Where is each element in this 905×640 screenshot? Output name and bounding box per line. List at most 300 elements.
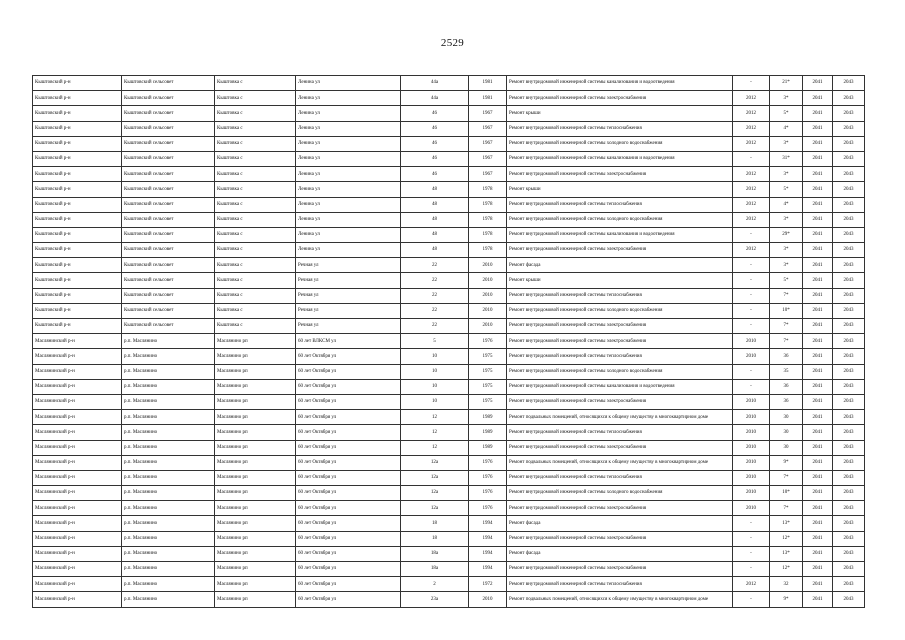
cell-last-repair-year: 2012: [733, 121, 770, 136]
table-row: [33, 197, 865, 212]
cell-street: Ленина ул: [296, 151, 401, 166]
cell-last-repair-year: 2010: [733, 455, 770, 470]
cell-street: Ленина ул: [296, 121, 401, 136]
cell-plan-start-year: 2041: [803, 212, 833, 227]
cell-plan-end-year: 2043: [833, 349, 865, 364]
cell-plan-start-year: 2041: [803, 288, 833, 303]
cell-last-repair-year: -: [733, 258, 770, 273]
cell-plan-start-year: 2041: [803, 227, 833, 242]
cell-municipality: Кыштовский сельсовет: [122, 151, 215, 166]
table-row: [33, 91, 865, 106]
cell-street: 60 лет Октября ул: [296, 349, 401, 364]
cell-district: Маслянинский р-н: [33, 334, 122, 349]
cell-wear-percent: 7*: [770, 334, 803, 349]
cell-municipality: р.п. Маслянино: [122, 531, 215, 546]
cell-wear-percent: 4*: [770, 121, 803, 136]
cell-house-number: 46: [401, 167, 469, 182]
cell-house-number: 12: [401, 410, 469, 425]
cell-plan-start-year: 2041: [803, 364, 833, 379]
cell-build-year: 1967: [469, 106, 507, 121]
cell-municipality: Кыштовский сельсовет: [122, 121, 215, 136]
table-row: [33, 577, 865, 592]
cell-municipality: р.п. Маслянино: [122, 501, 215, 516]
cell-wear-percent: 13*: [770, 546, 803, 561]
cell-house-number: 48: [401, 182, 469, 197]
table-row: [33, 182, 865, 197]
table-row: [33, 167, 865, 182]
table-row: [33, 273, 865, 288]
cell-wear-percent: 5*: [770, 106, 803, 121]
cell-district: Маслянинский р-н: [33, 516, 122, 531]
cell-plan-end-year: 2043: [833, 394, 865, 409]
cell-work-type: Ремонт фасада: [507, 546, 733, 561]
cell-build-year: 1978: [469, 212, 507, 227]
table-row: [33, 121, 865, 136]
cell-district: Кыштовский р-н: [33, 121, 122, 136]
cell-plan-start-year: 2041: [803, 243, 833, 258]
cell-plan-end-year: 2043: [833, 121, 865, 136]
cell-municipality: р.п. Маслянино: [122, 486, 215, 501]
cell-district: Маслянинский р-н: [33, 562, 122, 577]
table-row: [33, 76, 865, 91]
cell-work-type: Ремонт внутридомовой инженерной системы канализования и водоотведения: [507, 151, 733, 166]
cell-last-repair-year: -: [733, 379, 770, 394]
cell-settlement: Маслянино рп: [215, 577, 296, 592]
cell-work-type: Ремонт внутридомовой инженерной системы теплоснабжения: [507, 470, 733, 485]
table-row: [33, 303, 865, 318]
cell-work-type: Ремонт внутридомовой инженерной системы электроснабжения: [507, 167, 733, 182]
cell-municipality: р.п. Маслянино: [122, 425, 215, 440]
cell-settlement: Маслянино рп: [215, 349, 296, 364]
cell-house-number: 46: [401, 151, 469, 166]
cell-last-repair-year: -: [733, 288, 770, 303]
cell-municipality: р.п. Маслянино: [122, 592, 215, 607]
cell-municipality: р.п. Маслянино: [122, 364, 215, 379]
cell-wear-percent: 21*: [770, 76, 803, 91]
cell-municipality: Кыштовский сельсовет: [122, 243, 215, 258]
cell-work-type: Ремонт подвальных помещений, относящихся к общему имуществу в многоквартирном доме: [507, 410, 733, 425]
cell-plan-start-year: 2041: [803, 349, 833, 364]
cell-plan-start-year: 2041: [803, 334, 833, 349]
cell-district: Маслянинский р-н: [33, 531, 122, 546]
cell-settlement: Маслянино рп: [215, 455, 296, 470]
cell-last-repair-year: 2012: [733, 167, 770, 182]
table-row: [33, 136, 865, 151]
table-row: [33, 562, 865, 577]
cell-house-number: 18: [401, 531, 469, 546]
cell-work-type: Ремонт крыши: [507, 106, 733, 121]
cell-street: 60 лет Октября ул: [296, 531, 401, 546]
cell-street: Речная ул: [296, 319, 401, 334]
cell-settlement: Маслянино рп: [215, 486, 296, 501]
cell-build-year: 1978: [469, 243, 507, 258]
cell-last-repair-year: -: [733, 516, 770, 531]
cell-plan-start-year: 2041: [803, 425, 833, 440]
cell-wear-percent: 3*: [770, 167, 803, 182]
table-row: [33, 455, 865, 470]
cell-plan-end-year: 2043: [833, 562, 865, 577]
cell-plan-end-year: 2043: [833, 592, 865, 607]
cell-work-type: Ремонт фасада: [507, 516, 733, 531]
cell-plan-end-year: 2043: [833, 364, 865, 379]
cell-street: Ленина ул: [296, 212, 401, 227]
cell-house-number: 23а: [401, 592, 469, 607]
cell-settlement: Кыштовка с: [215, 319, 296, 334]
cell-build-year: 1967: [469, 136, 507, 151]
cell-settlement: Маслянино рп: [215, 425, 296, 440]
cell-last-repair-year: 2012: [733, 577, 770, 592]
cell-plan-end-year: 2043: [833, 531, 865, 546]
cell-district: Маслянинский р-н: [33, 486, 122, 501]
cell-district: Маслянинский р-н: [33, 455, 122, 470]
cell-wear-percent: 30: [770, 440, 803, 455]
cell-plan-start-year: 2041: [803, 410, 833, 425]
cell-build-year: 2010: [469, 592, 507, 607]
cell-plan-start-year: 2041: [803, 531, 833, 546]
cell-build-year: 1989: [469, 425, 507, 440]
cell-house-number: 44а: [401, 91, 469, 106]
cell-plan-end-year: 2043: [833, 151, 865, 166]
cell-municipality: Кыштовский сельсовет: [122, 76, 215, 91]
cell-district: Маслянинский р-н: [33, 410, 122, 425]
cell-street: Речная ул: [296, 273, 401, 288]
cell-plan-end-year: 2043: [833, 516, 865, 531]
cell-build-year: 1976: [469, 470, 507, 485]
cell-street: Ленина ул: [296, 227, 401, 242]
cell-district: Кыштовский р-н: [33, 227, 122, 242]
cell-build-year: 1967: [469, 167, 507, 182]
cell-last-repair-year: -: [733, 76, 770, 91]
cell-plan-end-year: 2043: [833, 486, 865, 501]
cell-work-type: Ремонт внутридомовой инженерной системы электроснабжения: [507, 319, 733, 334]
cell-build-year: 1972: [469, 577, 507, 592]
cell-last-repair-year: 2012: [733, 182, 770, 197]
cell-settlement: Маслянино рп: [215, 440, 296, 455]
cell-wear-percent: 36: [770, 379, 803, 394]
cell-plan-end-year: 2043: [833, 182, 865, 197]
cell-work-type: Ремонт внутридомовой инженерной системы теплоснабжения: [507, 197, 733, 212]
cell-plan-start-year: 2041: [803, 470, 833, 485]
cell-house-number: 12: [401, 425, 469, 440]
cell-plan-start-year: 2041: [803, 167, 833, 182]
cell-settlement: Кыштовка с: [215, 182, 296, 197]
cell-wear-percent: 7*: [770, 319, 803, 334]
cell-build-year: 1975: [469, 379, 507, 394]
cell-settlement: Кыштовка с: [215, 212, 296, 227]
cell-last-repair-year: -: [733, 562, 770, 577]
cell-plan-end-year: 2043: [833, 379, 865, 394]
cell-plan-start-year: 2041: [803, 562, 833, 577]
cell-work-type: Ремонт крыши: [507, 273, 733, 288]
cell-last-repair-year: -: [733, 303, 770, 318]
cell-last-repair-year: -: [733, 546, 770, 561]
cell-settlement: Кыштовка с: [215, 243, 296, 258]
cell-settlement: Маслянино рп: [215, 546, 296, 561]
cell-district: Кыштовский р-н: [33, 167, 122, 182]
cell-plan-end-year: 2043: [833, 303, 865, 318]
cell-build-year: 2010: [469, 288, 507, 303]
cell-last-repair-year: 2010: [733, 470, 770, 485]
cell-plan-start-year: 2041: [803, 440, 833, 455]
cell-settlement: Кыштовка с: [215, 197, 296, 212]
cell-wear-percent: 7*: [770, 288, 803, 303]
cell-plan-start-year: 2041: [803, 379, 833, 394]
table-row: [33, 470, 865, 485]
cell-street: 60 лет Октября ул: [296, 577, 401, 592]
cell-work-type: Ремонт внутридомовой инженерной системы холодного водоснабжения: [507, 364, 733, 379]
cell-last-repair-year: 2012: [733, 243, 770, 258]
cell-wear-percent: 13*: [770, 516, 803, 531]
cell-plan-start-year: 2041: [803, 516, 833, 531]
table-row: [33, 394, 865, 409]
cell-wear-percent: 3*: [770, 136, 803, 151]
cell-build-year: 1981: [469, 76, 507, 91]
cell-last-repair-year: -: [733, 151, 770, 166]
cell-plan-start-year: 2041: [803, 546, 833, 561]
cell-street: 60 лет Октября ул: [296, 470, 401, 485]
cell-wear-percent: 5*: [770, 182, 803, 197]
cell-work-type: Ремонт подвальных помещений, относящихся к общему имуществу в многоквартирном доме: [507, 592, 733, 607]
cell-build-year: 1976: [469, 334, 507, 349]
table-row: [33, 334, 865, 349]
cell-settlement: Кыштовка с: [215, 106, 296, 121]
cell-wear-percent: 3*: [770, 243, 803, 258]
cell-plan-start-year: 2041: [803, 394, 833, 409]
cell-district: Кыштовский р-н: [33, 319, 122, 334]
cell-wear-percent: 10*: [770, 303, 803, 318]
cell-work-type: Ремонт внутридомовой инженерной системы электроснабжения: [507, 501, 733, 516]
cell-plan-start-year: 2041: [803, 106, 833, 121]
cell-wear-percent: 12*: [770, 562, 803, 577]
cell-house-number: 22: [401, 273, 469, 288]
cell-district: Маслянинский р-н: [33, 425, 122, 440]
cell-last-repair-year: 2012: [733, 106, 770, 121]
cell-settlement: Маслянино рп: [215, 592, 296, 607]
cell-work-type: Ремонт внутридомовой инженерной системы канализования и водоотведения: [507, 379, 733, 394]
table-row: [33, 501, 865, 516]
cell-wear-percent: 10*: [770, 486, 803, 501]
table-row: [33, 425, 865, 440]
cell-district: Маслянинский р-н: [33, 379, 122, 394]
cell-district: Маслянинский р-н: [33, 364, 122, 379]
cell-settlement: Кыштовка с: [215, 273, 296, 288]
cell-wear-percent: 9*: [770, 592, 803, 607]
table-row: [33, 227, 865, 242]
cell-municipality: р.п. Маслянино: [122, 546, 215, 561]
cell-build-year: 1994: [469, 562, 507, 577]
cell-house-number: 48: [401, 212, 469, 227]
cell-plan-end-year: 2043: [833, 410, 865, 425]
cell-wear-percent: 9*: [770, 455, 803, 470]
cell-plan-end-year: 2043: [833, 334, 865, 349]
cell-last-repair-year: 2012: [733, 197, 770, 212]
cell-work-type: Ремонт внутридомовой инженерной системы канализования и водоотведения: [507, 227, 733, 242]
cell-municipality: Кыштовский сельсовет: [122, 288, 215, 303]
cell-street: Ленина ул: [296, 91, 401, 106]
table-row: [33, 410, 865, 425]
table-row: [33, 531, 865, 546]
cell-work-type: Ремонт внутридомовой инженерной системы холодного водоснабжения: [507, 136, 733, 151]
cell-last-repair-year: 2012: [733, 91, 770, 106]
cell-build-year: 1975: [469, 394, 507, 409]
cell-street: 60 лет Октября ул: [296, 364, 401, 379]
cell-street: Речная ул: [296, 303, 401, 318]
cell-district: Маслянинский р-н: [33, 592, 122, 607]
cell-municipality: р.п. Маслянино: [122, 562, 215, 577]
table-row: [33, 151, 865, 166]
cell-wear-percent: 3*: [770, 258, 803, 273]
cell-work-type: Ремонт крыши: [507, 182, 733, 197]
cell-plan-end-year: 2043: [833, 501, 865, 516]
cell-build-year: 1994: [469, 531, 507, 546]
cell-house-number: 22: [401, 303, 469, 318]
cell-work-type: Ремонт внутридомовой инженерной системы теплоснабжения: [507, 425, 733, 440]
cell-district: Кыштовский р-н: [33, 106, 122, 121]
cell-build-year: 1994: [469, 546, 507, 561]
cell-work-type: Ремонт внутридомовой инженерной системы холодного водоснабжения: [507, 303, 733, 318]
cell-street: Ленина ул: [296, 106, 401, 121]
cell-last-repair-year: 2010: [733, 334, 770, 349]
cell-settlement: Кыштовка с: [215, 303, 296, 318]
cell-wear-percent: 5*: [770, 273, 803, 288]
cell-build-year: 1976: [469, 486, 507, 501]
cell-house-number: 10: [401, 349, 469, 364]
cell-settlement: Кыштовка с: [215, 258, 296, 273]
table-row: [33, 516, 865, 531]
cell-house-number: 44а: [401, 76, 469, 91]
cell-municipality: р.п. Маслянино: [122, 379, 215, 394]
capital-repair-register-table: [32, 75, 865, 608]
cell-house-number: 12а: [401, 486, 469, 501]
table-row: [33, 379, 865, 394]
cell-last-repair-year: 2010: [733, 501, 770, 516]
cell-district: Кыштовский р-н: [33, 303, 122, 318]
cell-street: Ленина ул: [296, 76, 401, 91]
cell-plan-start-year: 2041: [803, 319, 833, 334]
table-row: [33, 440, 865, 455]
cell-wear-percent: 36: [770, 349, 803, 364]
cell-municipality: Кыштовский сельсовет: [122, 303, 215, 318]
cell-street: 60 лет Октября ул: [296, 425, 401, 440]
table-row: [33, 592, 865, 607]
cell-work-type: Ремонт внутридомовой инженерной системы теплоснабжения: [507, 577, 733, 592]
cell-plan-start-year: 2041: [803, 121, 833, 136]
cell-build-year: 2010: [469, 319, 507, 334]
table-row: [33, 288, 865, 303]
cell-street: Ленина ул: [296, 167, 401, 182]
cell-house-number: 48: [401, 243, 469, 258]
table-row: [33, 364, 865, 379]
cell-work-type: Ремонт подвальных помещений, относящихся к общему имуществу в многоквартирном доме: [507, 455, 733, 470]
cell-plan-start-year: 2041: [803, 91, 833, 106]
cell-street: 60 лет Октября ул: [296, 410, 401, 425]
cell-district: Кыштовский р-н: [33, 212, 122, 227]
cell-plan-end-year: 2043: [833, 577, 865, 592]
cell-municipality: р.п. Маслянино: [122, 334, 215, 349]
cell-settlement: Кыштовка с: [215, 227, 296, 242]
cell-work-type: Ремонт внутридомовой инженерной системы электроснабжения: [507, 440, 733, 455]
cell-build-year: 1989: [469, 440, 507, 455]
cell-build-year: 1978: [469, 182, 507, 197]
cell-district: Кыштовский р-н: [33, 243, 122, 258]
cell-plan-end-year: 2043: [833, 319, 865, 334]
cell-district: Маслянинский р-н: [33, 577, 122, 592]
cell-last-repair-year: -: [733, 364, 770, 379]
cell-build-year: 1989: [469, 410, 507, 425]
cell-work-type: Ремонт внутридомовой инженерной системы теплоснабжения: [507, 288, 733, 303]
cell-municipality: Кыштовский сельсовет: [122, 258, 215, 273]
cell-settlement: Маслянино рп: [215, 470, 296, 485]
cell-district: Маслянинский р-н: [33, 470, 122, 485]
cell-house-number: 48: [401, 197, 469, 212]
cell-work-type: Ремонт внутридомовой инженерной системы теплоснабжения: [507, 121, 733, 136]
cell-municipality: Кыштовский сельсовет: [122, 167, 215, 182]
cell-settlement: Маслянино рп: [215, 394, 296, 409]
cell-work-type: Ремонт внутридомовой инженерной системы электроснабжения: [507, 243, 733, 258]
cell-district: Маслянинский р-н: [33, 440, 122, 455]
cell-house-number: 12а: [401, 470, 469, 485]
cell-last-repair-year: 2012: [733, 212, 770, 227]
cell-district: Кыштовский р-н: [33, 273, 122, 288]
cell-plan-end-year: 2043: [833, 136, 865, 151]
cell-wear-percent: 3*: [770, 212, 803, 227]
cell-last-repair-year: 2012: [733, 136, 770, 151]
cell-work-type: Ремонт внутридомовой инженерной системы электроснабжения: [507, 91, 733, 106]
cell-plan-start-year: 2041: [803, 273, 833, 288]
cell-street: 60 лет Октября ул: [296, 455, 401, 470]
cell-municipality: Кыштовский сельсовет: [122, 227, 215, 242]
cell-plan-end-year: 2043: [833, 470, 865, 485]
cell-settlement: Кыштовка с: [215, 167, 296, 182]
cell-plan-start-year: 2041: [803, 592, 833, 607]
cell-plan-start-year: 2041: [803, 76, 833, 91]
cell-district: Кыштовский р-н: [33, 91, 122, 106]
cell-street: Ленина ул: [296, 136, 401, 151]
table-row: [33, 258, 865, 273]
cell-settlement: Кыштовка с: [215, 136, 296, 151]
cell-build-year: 1976: [469, 455, 507, 470]
cell-wear-percent: 29*: [770, 227, 803, 242]
cell-street: Речная ул: [296, 288, 401, 303]
cell-district: Маслянинский р-н: [33, 349, 122, 364]
cell-settlement: Маслянино рп: [215, 501, 296, 516]
cell-municipality: Кыштовский сельсовет: [122, 273, 215, 288]
cell-last-repair-year: 2010: [733, 349, 770, 364]
cell-settlement: Кыштовка с: [215, 288, 296, 303]
table-row: [33, 243, 865, 258]
table-row: [33, 212, 865, 227]
page-number: 2529: [440, 37, 465, 49]
cell-street: 60 лет Октября ул: [296, 546, 401, 561]
cell-house-number: 12а: [401, 501, 469, 516]
cell-build-year: 1976: [469, 501, 507, 516]
cell-house-number: 46: [401, 121, 469, 136]
cell-street: 60 лет Октября ул: [296, 394, 401, 409]
cell-street: Ленина ул: [296, 182, 401, 197]
cell-build-year: 1981: [469, 91, 507, 106]
cell-wear-percent: 7*: [770, 501, 803, 516]
cell-municipality: Кыштовский сельсовет: [122, 212, 215, 227]
cell-settlement: Кыштовка с: [215, 76, 296, 91]
cell-work-type: Ремонт внутридомовой инженерной системы холодного водоснабжения: [507, 212, 733, 227]
cell-house-number: 22: [401, 319, 469, 334]
cell-settlement: Маслянино рп: [215, 334, 296, 349]
cell-house-number: 22: [401, 258, 469, 273]
cell-house-number: 12: [401, 440, 469, 455]
cell-plan-start-year: 2041: [803, 303, 833, 318]
table-row: [33, 319, 865, 334]
cell-settlement: Кыштовка с: [215, 91, 296, 106]
